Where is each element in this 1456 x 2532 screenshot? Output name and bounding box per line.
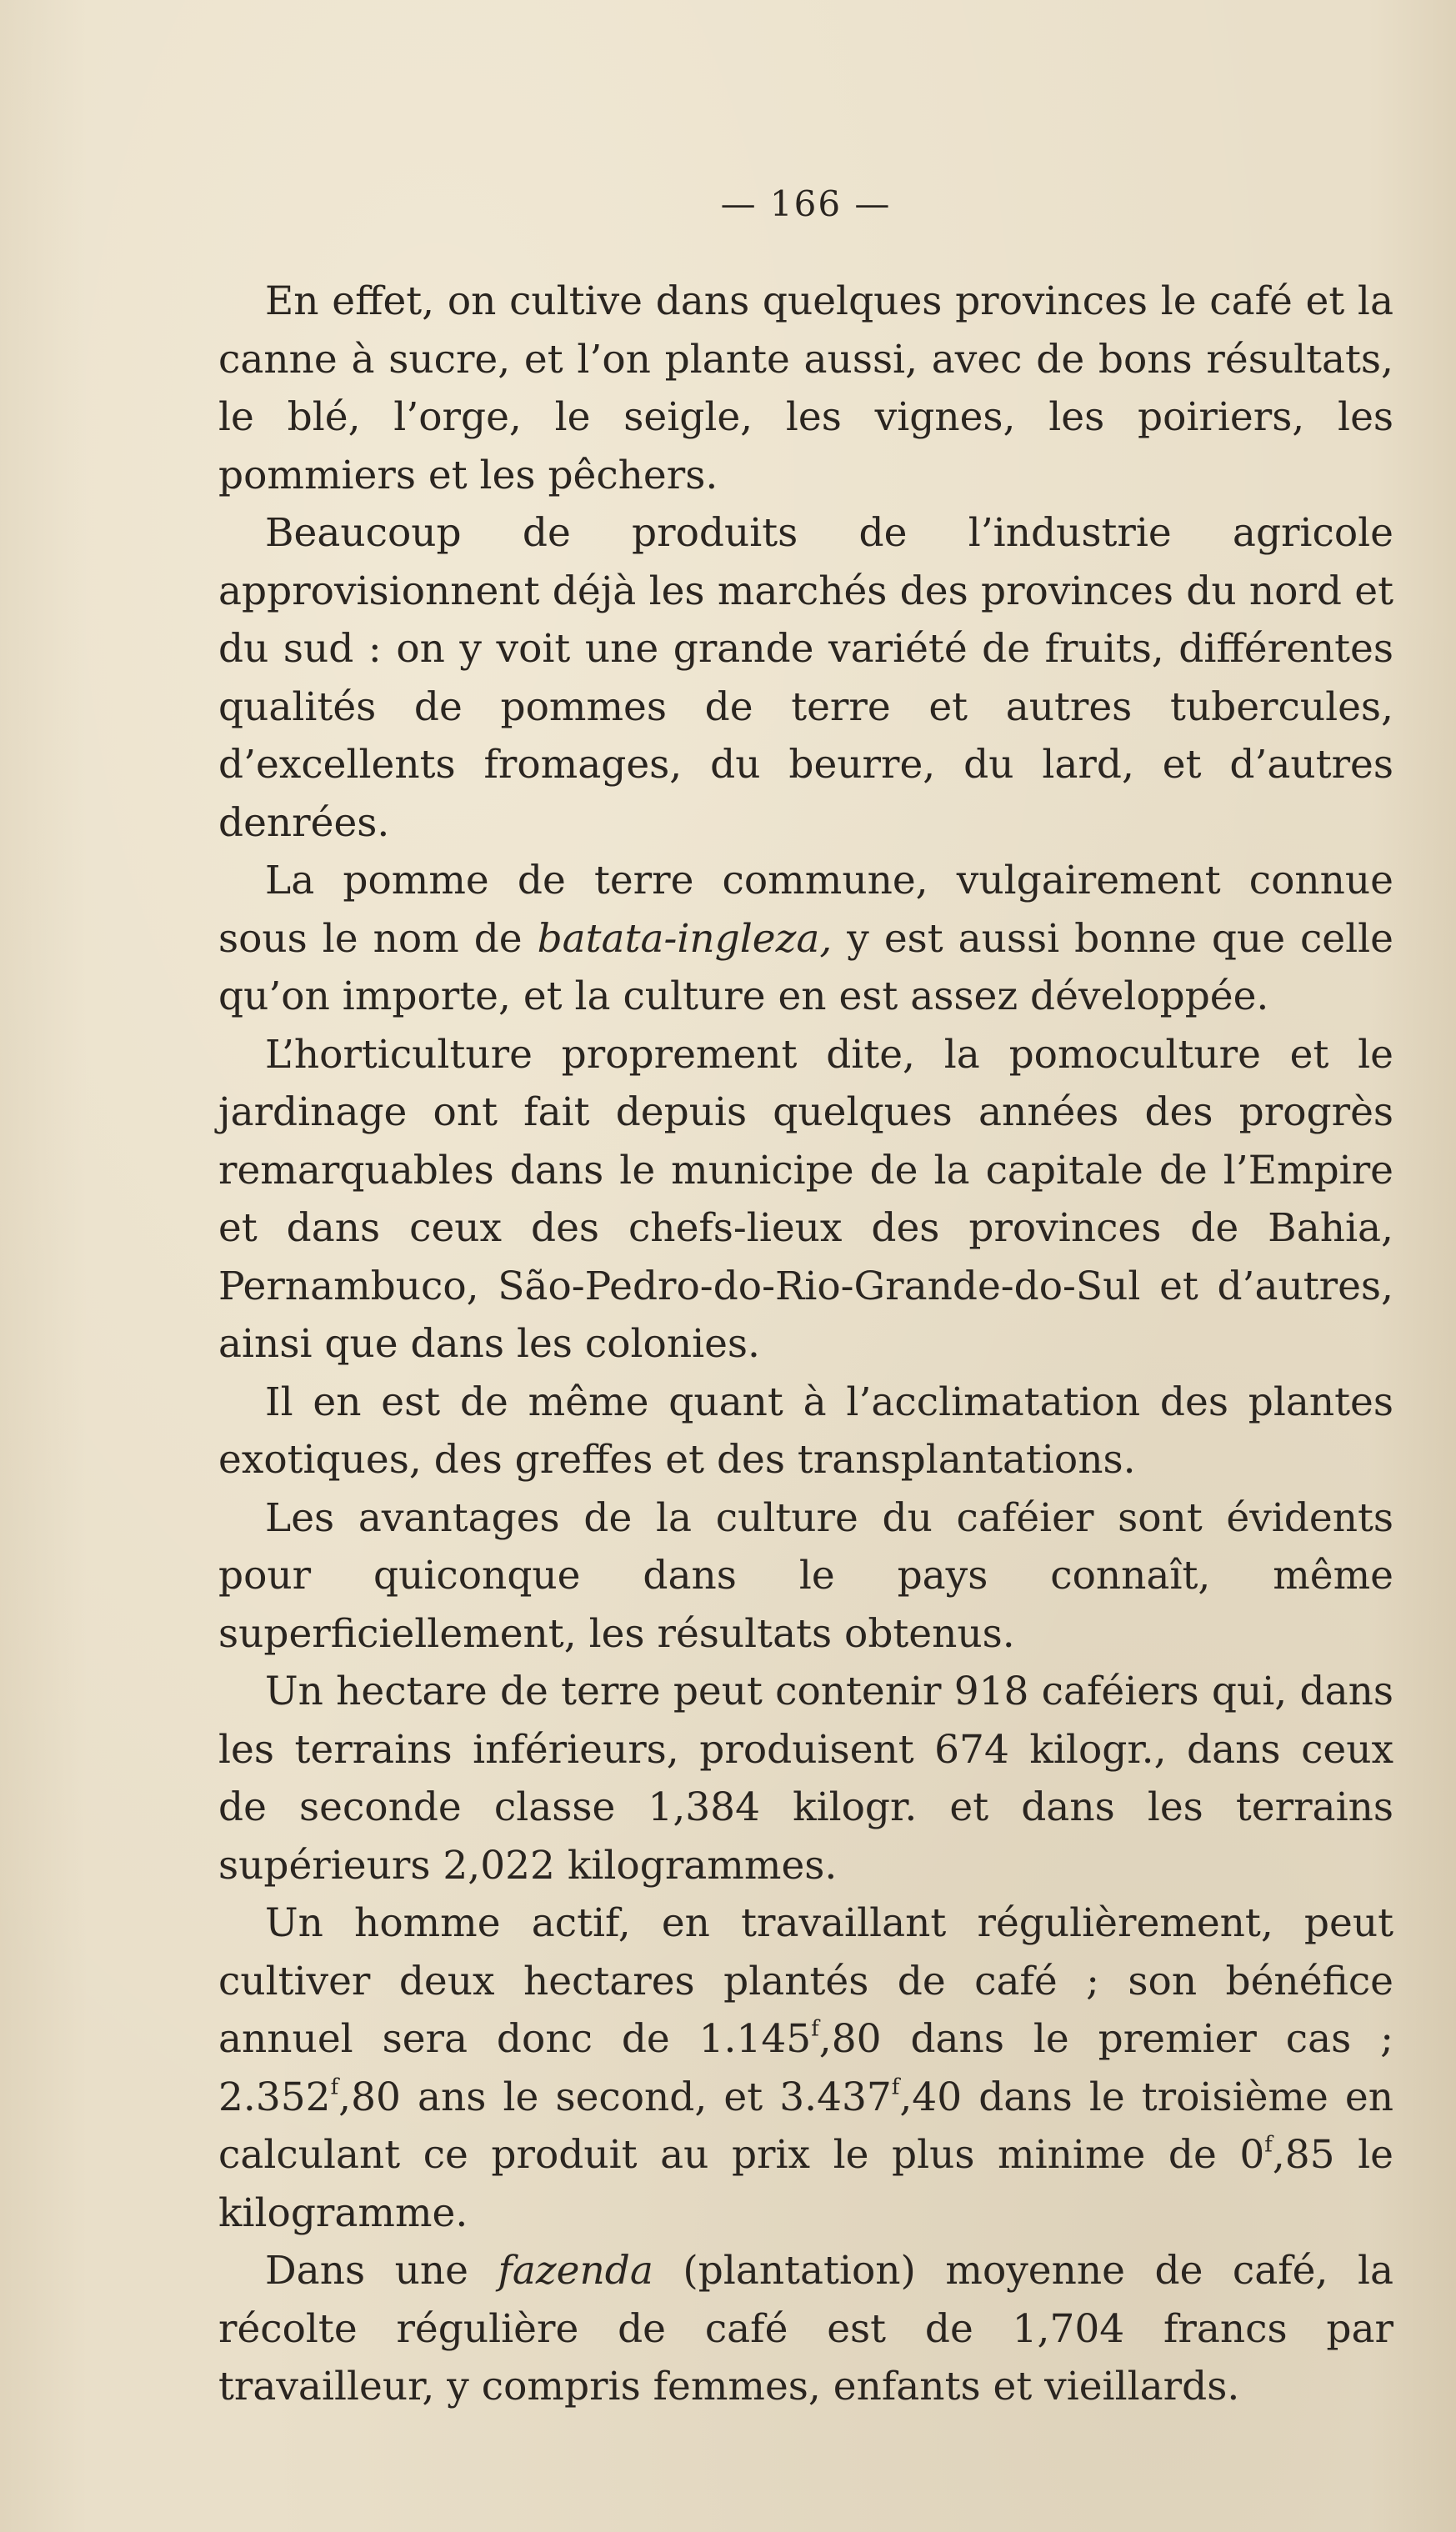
paragraph-hectare (218, 1663, 1393, 1894)
superscript-franc: f (330, 2074, 339, 2100)
page-number: — 166 — (720, 183, 892, 224)
paragraph-text: ,80 ans le second, et 3.437 (338, 2074, 892, 2120)
paragraph-text: En effet, on cultive dans quelques provinces le café et la canne à sucre, et l’on plante aussi, avec de bons résultats, le blé, l’orge, le seigle, les vignes, les poiriers, les pommiers et les pêchers. (218, 278, 1393, 498)
paragraph-text: ,80 dans le premier cas ; 2.352 (218, 2016, 1393, 2120)
paragraph-text: L’horticulture proprement dite, la pomoculture et le jardinage ont fait depuis quelques années des progrès remarquables dans le municipe de la capitale de l’Empire et dans ceux des chefs-lieux des provinces de Bahia, Pernambuco, São-Pedro-do-Rio-Grande-do-Sul et d’autres, ainsi que dans les colonies. (218, 1031, 1393, 1367)
paragraph-text: Beaucoup de produits de l’industrie agricole approvisionnent déjà les marchés des provinces du nord et du sud : on y voit une grande variété de fruits, différentes qualités de pommes de terre et autres tubercules, d’excellents fromages, du beurre, du lard, et d’autres denrées. (218, 510, 1393, 846)
paragraph-acclimatation (218, 1374, 1393, 1489)
italic-term-fazenda: fazenda (498, 2248, 653, 2294)
book-page (218, 179, 1393, 2416)
superscript-franc: f (891, 2074, 900, 2100)
paragraph-text: Dans une (265, 2248, 498, 2294)
paragraph-horticulture (218, 1026, 1393, 1374)
paragraph-benefice (218, 1894, 1393, 2242)
paragraph-text: La pomme de terre commune, vulgairement connue sous le nom de (218, 858, 1393, 962)
paragraph-cultures (218, 273, 1393, 504)
paragraph-text: y est aussi bonne que celle qu’on importe, et la culture en est assez développée. (218, 915, 1393, 1019)
paragraph-text: ,85 le kilogramme. (218, 2132, 1393, 2236)
paragraph-text: Un homme actif, en travaillant régulièrement, peut cultiver deux hectares plantés de café ; son bénéfice annuel sera donc de 1.145 (218, 1900, 1393, 2062)
paragraph-pomme-de-terre (218, 852, 1393, 1026)
paragraph-text: Il en est de même quant à l’acclimatation des plantes exotiques, des greffes et des transplantations. (218, 1379, 1393, 1483)
paragraph-produits-agricoles (218, 504, 1393, 852)
paragraph-avantages-cafeier (218, 1489, 1393, 1664)
paragraph-text: Un hectare de terre peut contenir 918 caféiers qui, dans les terrains inférieurs, produisent 674 kilogr., dans ceux de seconde classe 1,384 kilogr. et dans les terrains supérieurs 2,022 kilogrammes. (218, 1669, 1393, 1889)
paragraph-text: Les avantages de la culture du caféier sont évidents pour quiconque dans le pays connaît, même superficiellement, les résultats obtenus. (218, 1494, 1393, 1657)
paragraph-text: (plantation) moyenne de café, la récolte régulière de café est de 1,704 francs par travailleur, y compris femmes, enfants et vieillards. (218, 2248, 1393, 2409)
paragraph-text: ,40 dans le troisième en calculant ce produit au prix le plus minime de 0 (218, 2074, 1393, 2178)
paragraph-fazenda (218, 2242, 1393, 2416)
superscript-franc: f (811, 2016, 819, 2042)
italic-term-batata-ingleza: batata-ingleza, (537, 915, 833, 962)
superscript-franc: f (1264, 2132, 1273, 2158)
